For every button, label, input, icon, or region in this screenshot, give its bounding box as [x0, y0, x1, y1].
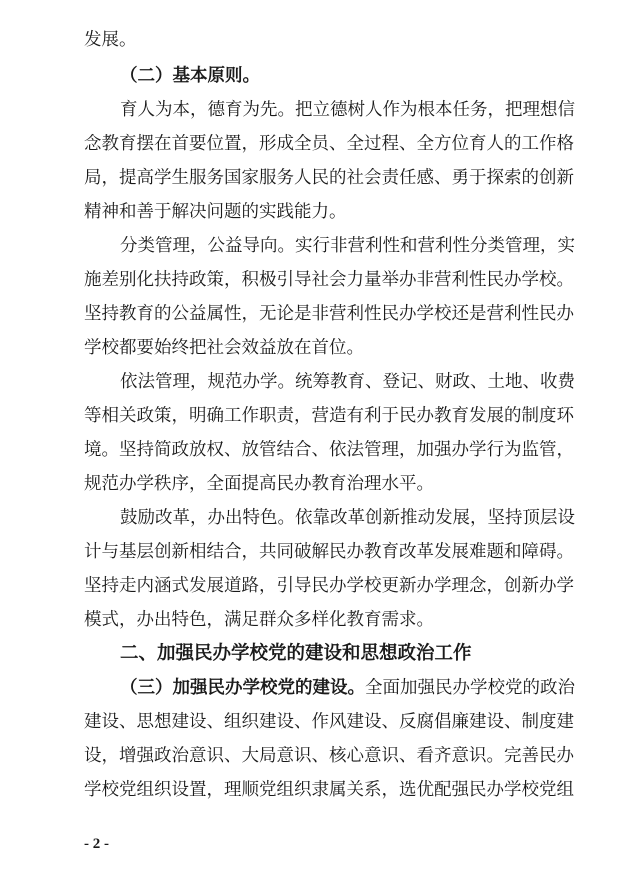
text-line: 念教育摆在首要位置，形成全员、全过程、全方位育人的工作格 [84, 134, 574, 154]
text-line: 学校党组织设置，理顺党组织隶属关系，选优配强民办学校党组 [84, 780, 574, 800]
text-line: 境。坚持简政放权、放管结合、依法管理，加强办学行为监管， [84, 440, 574, 460]
text-line: 分类管理，公益导向。实行非营利性和营利性分类管理，实 [120, 236, 575, 256]
text-line: 发展。 [84, 30, 137, 50]
page-number: - 2 - [84, 836, 109, 852]
text-line: 等相关政策，明确工作职责，营造有利于民办教育发展的制度环 [84, 406, 574, 426]
section-subtitle: （二）基本原则。 [120, 66, 260, 86]
text-line [120, 676, 575, 700]
text-line: 坚持教育的公益属性，无论是非营利性民办学校还是营利性民办 [84, 304, 574, 324]
text-line: 依法管理，规范办学。统筹教育、登记、财政、土地、收费 [120, 372, 575, 392]
text-line: 鼓励改革，办出特色。依靠改革创新推动发展，坚持顶层设 [120, 508, 575, 528]
text-line: 局，提高学生服务国家服务人民的社会责任感、勇于探索的创新 [84, 168, 574, 188]
text-line: 计与基层创新相结合，共同破解民办教育改革发展难题和障碍。 [84, 542, 574, 562]
text-line: 设，增强政治意识、大局意识、核心意识、看齐意识。完善民办 [84, 746, 574, 766]
text-line: 施差别化扶持政策，积极引导社会力量举办非营利性民办学校。 [84, 270, 574, 290]
text-line: 规范办学秩序，全面提高民办教育治理水平。 [84, 474, 434, 494]
text-line: 坚持走内涵式发展道路，引导民办学校更新办学理念，创新办学 [84, 576, 574, 596]
text-line: 模式，办出特色，满足群众多样化教育需求。 [84, 610, 434, 630]
text-line: 育人为本，德育为先。把立德树人作为根本任务，把理想信 [120, 100, 575, 120]
paragraph-lead-rest: 全面加强民办学校党的政治 [365, 678, 575, 698]
section-heading: 二、加强民办学校党的建设和思想政治工作 [120, 643, 472, 664]
paragraph-lead: （三）加强民办学校党的建设。 [120, 678, 365, 698]
text-line: 建设、思想建设、组织建设、作风建设、反腐倡廉建设、制度建 [84, 712, 574, 732]
text-line: 学校都要始终把社会效益放在首位。 [84, 338, 364, 358]
text-line: 精神和善于解决问题的实践能力。 [84, 202, 347, 222]
